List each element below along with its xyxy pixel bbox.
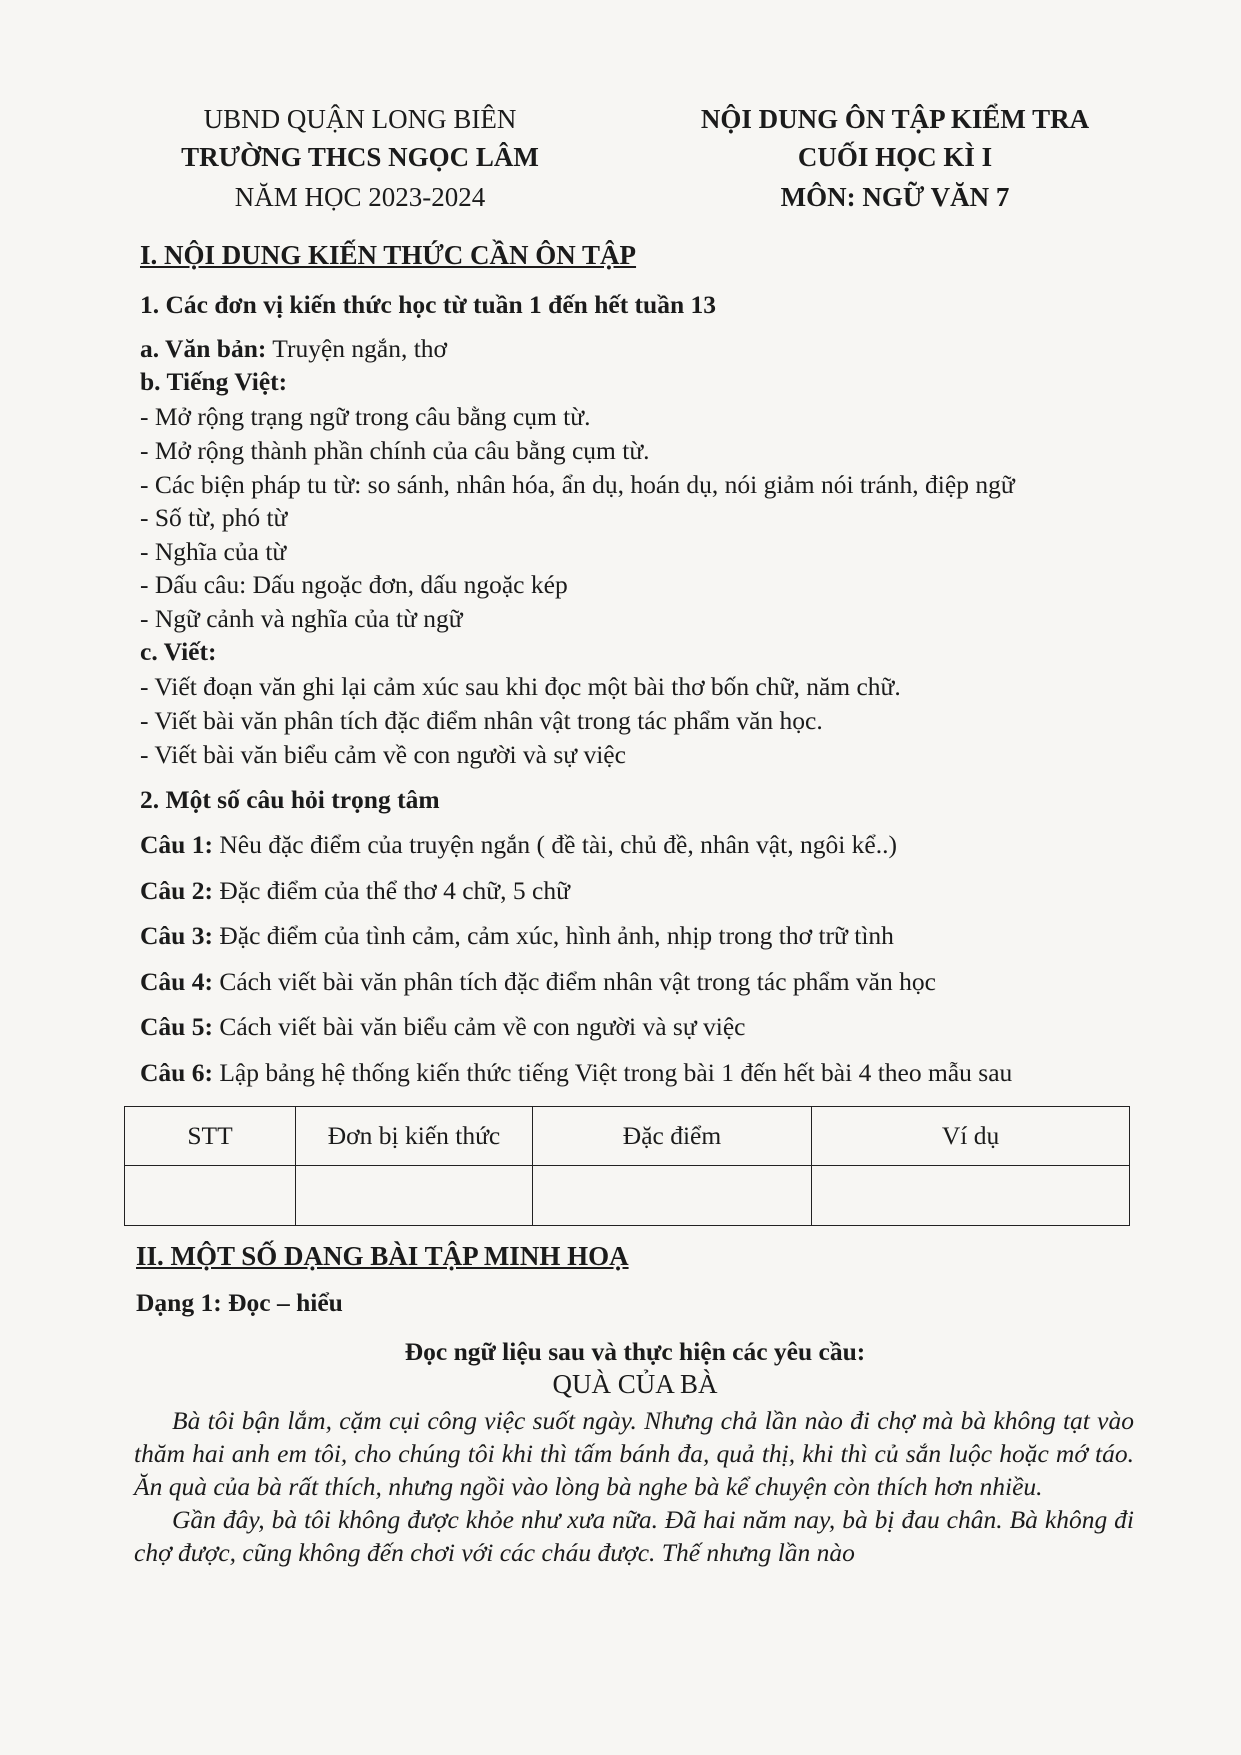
table-cell [533, 1166, 812, 1226]
question-text: Cách viết bài văn biểu cảm về con người và sự việc [212, 1012, 746, 1041]
question-label: Câu 5: [140, 1012, 213, 1041]
item-a-label: a. Văn bản: [140, 334, 267, 363]
list-item: - Viết bài văn phân tích đặc điểm nhân vật trong tác phẩm văn học. [140, 706, 823, 735]
question-label: Câu 3: [140, 921, 213, 950]
table-row [125, 1166, 1130, 1226]
knowledge-table [124, 1106, 1130, 1226]
school-year: NĂM HỌC 2023-2024 [234, 182, 486, 212]
section-2-title: II. MỘT SỐ DẠNG BÀI TẬP MINH HOẠ [136, 1241, 629, 1271]
table-cell [125, 1166, 296, 1226]
list-item: - Dấu câu: Dấu ngoặc đơn, dấu ngoặc kép [140, 570, 568, 599]
header-right [670, 100, 1120, 176]
question-label: Câu 2: [140, 876, 213, 905]
question-text: Lập bảng hệ thống kiến thức tiếng Việt trong bài 1 đến hết bài 4 theo mẫu sau [212, 1058, 1013, 1087]
question-text: Đặc điểm của tình cảm, cảm xúc, hình ảnh, nhịp trong thơ trữ tình [212, 921, 894, 950]
table-header-cell: Đơn bị kiến thức [296, 1107, 533, 1166]
list-item: - Mở rộng thành phần chính của câu bằng cụm từ. [140, 436, 650, 465]
story-text [134, 1404, 1134, 1569]
table-header-cell: Ví dụ [812, 1107, 1130, 1166]
question-label: Câu 6: [140, 1058, 213, 1087]
table-header-cell: STT [125, 1107, 296, 1166]
table-header-row [125, 1107, 1130, 1166]
story-title: QUÀ CỦA BÀ [552, 1369, 718, 1399]
header-left [180, 100, 540, 176]
doc-title: NỘI DUNG ÔN TẬP KIỂM TRA [700, 104, 1090, 134]
question [140, 967, 936, 997]
list-item: - Viết bài văn biểu cảm về con người và sự việc [140, 740, 626, 769]
section-1-title: I. NỘI DUNG KIẾN THỨC CẦN ÔN TẬP [140, 240, 637, 270]
question-text: Nêu đặc điểm của truyện ngắn ( đề tài, chủ đề, nhân vật, ngôi kể..) [212, 830, 897, 859]
story-paragraph: Bà tôi bận lắm, cặm cụi công việc suốt ngày. Nhưng chả lần nào đi chợ mà bà không tạt vào thăm hai anh em tôi, cho chúng tôi khi thì tấm bánh đa, quả thị, khi thì củ sắn luộc hoặc mớ táo. Ăn quà của bà rất thích, nhưng ngồi vào lòng bà nghe bà kể chuyện còn thích hơn nhiều. [134, 1406, 1134, 1501]
table-cell [296, 1166, 533, 1226]
question-text: Cách viết bài văn phân tích đặc điểm nhân vật trong tác phẩm văn học [212, 967, 936, 996]
table-header-cell: Đặc điểm [533, 1107, 812, 1166]
exercise-type: Dạng 1: Đọc – hiểu [136, 1288, 343, 1317]
subject: MÔN: NGỮ VĂN 7 [780, 182, 1010, 212]
list-item: - Mở rộng trạng ngữ trong câu bằng cụm từ. [140, 402, 591, 431]
school-name: TRƯỜNG THCS NGỌC LÂM [181, 142, 539, 172]
question-label: Câu 1: [140, 830, 213, 859]
district-name: UBND QUẬN LONG BIÊN [203, 104, 517, 134]
question-text: Đặc điểm của thể thơ 4 chữ, 5 chữ [212, 876, 570, 905]
item-c-label: c. Viết: [140, 637, 217, 666]
question-label: Câu 4: [140, 967, 213, 996]
story-paragraph: Gần đây, bà tôi không được khỏe như xưa nữa. Đã hai năm nay, bà bị đau chân. Bà không đi chợ được, cũng không đến chơi với các cháu được. Thế nhưng lần nào [134, 1505, 1134, 1567]
item-a-text: Truyện ngắn, thơ [266, 334, 448, 363]
question [140, 876, 570, 906]
list-item: - Các biện pháp tu từ: so sánh, nhân hóa, ẩn dụ, hoán dụ, nói giảm nói tránh, điệp ngữ [140, 470, 1015, 499]
table-cell [812, 1166, 1130, 1226]
question [140, 921, 894, 951]
question [140, 830, 897, 860]
item-a [140, 334, 447, 364]
doc-subtitle: CUỐI HỌC KÌ I [797, 142, 993, 172]
question [140, 1058, 1012, 1088]
subsection-2-title: 2. Một số câu hỏi trọng tâm [140, 785, 440, 814]
list-item: - Viết đoạn văn ghi lại cảm xúc sau khi đọc một bài thơ bốn chữ, năm chữ. [140, 672, 901, 701]
list-item: - Số từ, phó từ [140, 503, 288, 532]
list-item: - Ngữ cảnh và nghĩa của từ ngữ [140, 604, 463, 633]
reading-instruction: Đọc ngữ liệu sau và thực hiện các yêu cầu: [404, 1337, 866, 1366]
item-b-label: b. Tiếng Việt: [140, 367, 288, 396]
question [140, 1012, 746, 1042]
subsection-1-title: 1. Các đơn vị kiến thức học từ tuần 1 đến hết tuần 13 [140, 290, 717, 319]
list-item: - Nghĩa của từ [140, 537, 287, 566]
